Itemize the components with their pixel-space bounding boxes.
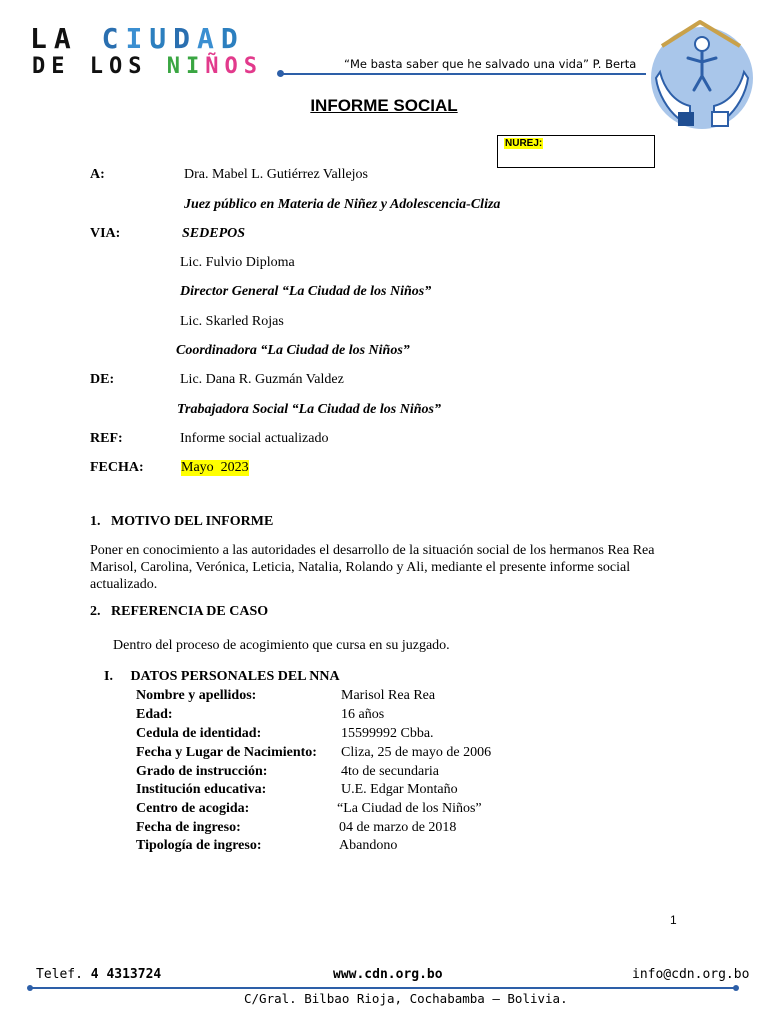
via-name-2: Lic. Skarled Rojas — [180, 314, 284, 329]
a-role: Juez público en Materia de Niñez y Adolescencia-Cliza — [184, 197, 501, 212]
footer-phone-label: Telef. — [36, 967, 83, 982]
via-role-1: Director General “La Ciudad de los Niños” — [180, 284, 432, 299]
logo-letter: S — [243, 54, 263, 79]
footer-website: www.cdn.org.bo — [333, 967, 443, 982]
section-2-text: Dentro del proceso de acogimiento que cursa en su juzgado. — [113, 638, 450, 653]
datos-value: Marisol Rea Rea — [341, 688, 436, 703]
logo-letter: D — [32, 54, 52, 79]
footer-phone-number: 4 4313724 — [90, 967, 162, 982]
a-name: Dra. Mabel L. Gutiérrez Vallejos — [184, 167, 369, 182]
footer-divider — [30, 987, 736, 989]
logo-letter: I — [125, 22, 150, 55]
datos-value: U.E. Edgar Montaño — [341, 782, 458, 797]
datos-label: Centro de acogida: — [136, 801, 250, 816]
via-name-1: Lic. Fulvio Diploma — [180, 255, 295, 270]
section-1-heading: 1. MOTIVO DEL INFORME — [90, 514, 274, 529]
de-role: Trabajadora Social “La Ciudad de los Niños” — [177, 402, 441, 417]
logo-line-2 — [32, 54, 263, 79]
logo-letter: C — [101, 22, 126, 55]
logo-letter: S — [128, 54, 148, 79]
datos-heading: I. DATOS PERSONALES DEL NNA — [104, 669, 340, 684]
datos-label: Fecha de ingreso: — [136, 820, 241, 835]
logo-letter: E — [51, 54, 71, 79]
ref-label: REF: — [90, 431, 123, 446]
ref-value: Informe social actualizado — [180, 431, 329, 446]
logo-line-1 — [30, 22, 245, 55]
section-2-heading: 2. REFERENCIA DE CASO — [90, 604, 269, 619]
de-name: Lic. Dana R. Guzmán Valdez — [180, 372, 344, 387]
page-number: 1 — [670, 913, 677, 927]
header-quote: “Me basta saber que he salvado una vida” P. Berta — [344, 57, 637, 71]
footer-phone — [36, 967, 161, 982]
datos-label: Cedula de identidad: — [136, 726, 262, 741]
logo-letter: D — [220, 22, 245, 55]
logo-letter: L — [30, 22, 54, 55]
logo-letter: O — [224, 54, 244, 79]
footer-line-dot — [27, 985, 33, 991]
footer-line-dot — [733, 985, 739, 991]
datos-value: “La Ciudad de los Niños” — [337, 801, 482, 816]
datos-label: Fecha y Lugar de Nacimiento: — [136, 745, 317, 760]
datos-label: Institución educativa: — [136, 782, 267, 797]
logo-letter: I — [186, 54, 206, 79]
datos-value: 15599992 Cbba. — [341, 726, 434, 741]
footer-address: C/Gral. Bilbao Rioja, Cochabamba – Bolivia. — [244, 991, 568, 1006]
de-label: DE: — [90, 372, 115, 387]
page-title: INFORME SOCIAL — [310, 96, 458, 115]
datos-label: Nombre y apellidos: — [136, 688, 257, 703]
logo-letter: L — [89, 54, 109, 79]
datos-value: Cliza, 25 de mayo de 2006 — [341, 745, 492, 760]
logo-letter: D — [173, 22, 198, 55]
via-role-2: Coordinadora “La Ciudad de los Niños” — [176, 343, 410, 358]
fecha-value: Mayo 2023 — [181, 460, 249, 475]
fecha-label: FECHA: — [90, 460, 144, 475]
section-1-text: Poner en conocimiento a las autoridades el desarrollo de la situación social de los hermanos Rea Rea Marisol, Carolina, Verónica, Leticia, Natalia, Rolando y Ali, mediante el presente informe social actualizado. — [90, 543, 655, 592]
footer-email: info@cdn.org.bo — [632, 967, 750, 982]
datos-value: 4to de secundaria — [341, 764, 439, 779]
via-org: SEDEPOS — [182, 226, 246, 241]
header-divider — [280, 73, 646, 75]
logo-letter: Ñ — [205, 54, 225, 79]
datos-label: Edad: — [136, 707, 173, 722]
datos-label: Tipología de ingreso: — [136, 838, 262, 853]
datos-value: Abandono — [339, 838, 398, 853]
datos-value: 04 de marzo de 2018 — [339, 820, 457, 835]
a-label: A: — [90, 167, 105, 182]
logo-letter: A — [53, 22, 78, 55]
logo-letter: N — [166, 54, 186, 79]
datos-label: Grado de instrucción: — [136, 764, 268, 779]
logo-letter: O — [109, 54, 129, 79]
logo-letter: A — [197, 22, 221, 55]
via-label: VIA: — [90, 226, 121, 241]
datos-value: 16 años — [341, 707, 385, 722]
logo-letter: U — [149, 22, 174, 55]
nurej-label: NUREJ: — [505, 138, 543, 149]
